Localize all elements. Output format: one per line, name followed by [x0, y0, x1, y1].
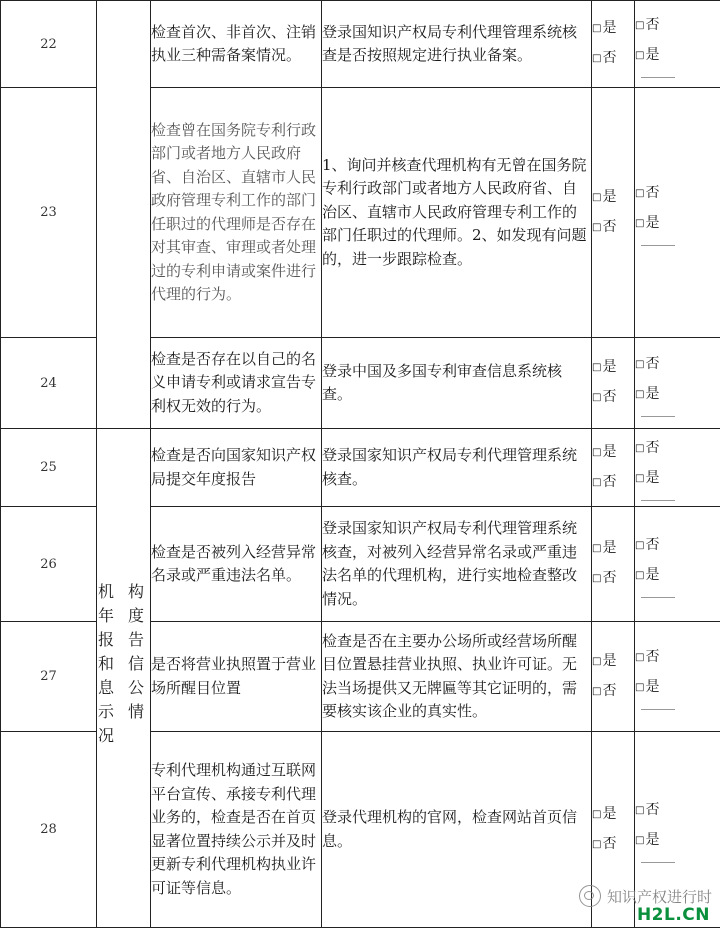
- category-char: 情: [127, 700, 145, 724]
- remark-line: [641, 709, 675, 710]
- row-number: 27: [1, 622, 97, 732]
- yes-checkbox[interactable]: □是: [592, 647, 634, 677]
- no-checkbox[interactable]: □否: [635, 531, 720, 561]
- result-options: [635, 338, 720, 429]
- category-char: 示: [97, 700, 115, 724]
- check-method: 1、询问并核查代理机构有无曾在国务院专利行政部门或者地方人民政府省、自治区、直辖市人民政府管理专利工作的部门任职过的代理师。2、如发现有问题的，进一步跟踪检查。: [322, 88, 592, 338]
- row-number: 25: [1, 429, 97, 507]
- no-checkbox[interactable]: □否: [592, 564, 634, 594]
- remark-line: [641, 416, 675, 417]
- row-number: 22: [1, 1, 97, 88]
- compliance-options: [592, 622, 635, 732]
- category-cell-blank: [97, 1, 151, 429]
- compliance-options: [592, 429, 635, 507]
- category-char: 报: [97, 628, 115, 652]
- no-checkbox[interactable]: □否: [592, 677, 634, 707]
- category-char: 息: [97, 676, 115, 700]
- no-checkbox[interactable]: □否: [635, 643, 720, 673]
- category-char: 构: [127, 580, 145, 604]
- check-method: 检查是否在主要办公场所或经营场所醒目位置悬挂营业执照、执业许可证。无法当场提供又无牌匾等其它证明的，需要核实该企业的真实性。: [322, 622, 592, 732]
- yes-checkbox[interactable]: □是: [635, 826, 720, 856]
- remark-line: [641, 77, 675, 78]
- no-checkbox[interactable]: □否: [592, 830, 634, 860]
- compliance-options: [592, 338, 635, 429]
- check-item: 检查是否向国家知识产权局提交年度报告: [151, 429, 322, 507]
- row-number: 23: [1, 88, 97, 338]
- row-number: 24: [1, 338, 97, 429]
- yes-checkbox[interactable]: □是: [635, 464, 720, 494]
- yes-checkbox[interactable]: □是: [635, 41, 720, 71]
- row-number: 26: [1, 507, 97, 622]
- result-options: [635, 88, 720, 338]
- category-char: 况: [97, 724, 115, 748]
- category-char: 和: [97, 652, 115, 676]
- watermark-account: 知识产权进行时: [607, 886, 712, 907]
- check-item: 检查是否被列入经营异常名录或严重违法名单。: [151, 507, 322, 622]
- compliance-options: [592, 1, 635, 88]
- yes-checkbox[interactable]: □是: [635, 673, 720, 703]
- yes-checkbox[interactable]: □是: [592, 353, 634, 383]
- yes-checkbox[interactable]: □是: [592, 800, 634, 830]
- yes-checkbox[interactable]: □是: [592, 14, 634, 44]
- no-checkbox[interactable]: □否: [635, 350, 720, 380]
- wechat-watermark: [579, 885, 712, 907]
- remark-line: [641, 500, 675, 501]
- yes-checkbox[interactable]: □是: [592, 183, 634, 213]
- compliance-options: [592, 507, 635, 622]
- yes-checkbox[interactable]: □是: [635, 380, 720, 410]
- yes-checkbox[interactable]: □是: [592, 534, 634, 564]
- check-item: 检查首次、非首次、注销执业三种需备案情况。: [151, 1, 322, 88]
- category-left-column: [97, 580, 115, 748]
- check-method: 登录中国及多国专利审查信息系统核查。: [322, 338, 592, 429]
- category-char: 公: [127, 676, 145, 700]
- result-options: [635, 429, 720, 507]
- yes-checkbox[interactable]: □是: [635, 209, 720, 239]
- no-checkbox[interactable]: □否: [635, 179, 720, 209]
- check-item: 是否将营业执照置于营业场所醒目位置: [151, 622, 322, 732]
- check-method: 登录国家知识产权局专利代理管理系统核查。: [322, 429, 592, 507]
- check-item: 检查曾在国务院专利行政部门或者地方人民政府省、自治区、直辖市人民政府管理专利工作的部门任职过的代理师是否存在对其审查、审理或者处理过的专利申请或案件进行代理的行为。: [151, 88, 322, 338]
- no-checkbox[interactable]: □否: [635, 11, 720, 41]
- result-options: [635, 1, 720, 88]
- check-item: 检查是否存在以自己的名义申请专利或请求宣告专利权无效的行为。: [151, 338, 322, 429]
- category-char: 告: [127, 628, 145, 652]
- table-row: [1, 1, 720, 88]
- category-char: 年: [97, 604, 115, 628]
- category-char: 度: [127, 604, 145, 628]
- no-checkbox[interactable]: □否: [592, 383, 634, 413]
- remark-line: [641, 862, 675, 863]
- wechat-icon: [579, 885, 601, 907]
- yes-checkbox[interactable]: □是: [635, 561, 720, 591]
- category-char: 机: [97, 580, 115, 604]
- table-row: [1, 429, 720, 507]
- result-options: [635, 507, 720, 622]
- category-char: 信: [127, 652, 145, 676]
- category-label: [97, 580, 149, 780]
- check-item: 专利代理机构通过互联网平台宣传、承接专利代理业务的，检查是否在首页显著位置持续公示并及时更新专利代理机构执业许可证等信息。: [151, 732, 322, 928]
- remark-line: [641, 597, 675, 598]
- check-method: 登录国知识产权局专利代理管理系统核查是否按照规定进行执业备案。: [322, 1, 592, 88]
- no-checkbox[interactable]: □否: [592, 44, 634, 74]
- no-checkbox[interactable]: □否: [635, 434, 720, 464]
- remark-line: [641, 245, 675, 246]
- row-number: 28: [1, 732, 97, 928]
- category-right-column: [127, 580, 145, 724]
- check-method: 登录国家知识产权局专利代理管理系统核查，对被列入经营异常名录或严重违法名单的代理机构，进行实地检查整改情况。: [322, 507, 592, 622]
- no-checkbox[interactable]: □否: [635, 796, 720, 826]
- no-checkbox[interactable]: □否: [592, 213, 634, 243]
- compliance-options: [592, 88, 635, 338]
- result-options: [635, 622, 720, 732]
- no-checkbox[interactable]: □否: [592, 468, 634, 498]
- yes-checkbox[interactable]: □是: [592, 438, 634, 468]
- check-method: 登录代理机构的官网，检查网站首页信息。: [322, 732, 592, 928]
- site-watermark: H2L.CN: [637, 905, 710, 925]
